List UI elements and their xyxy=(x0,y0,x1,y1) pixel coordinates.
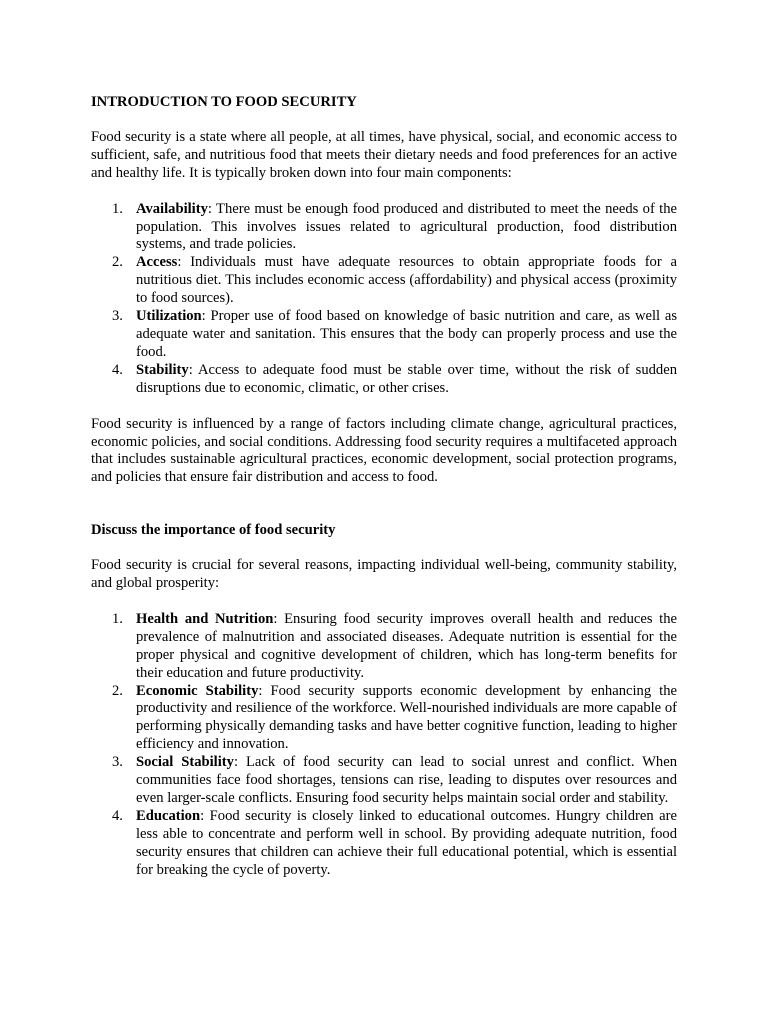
list-number: 3. xyxy=(112,754,123,771)
list-number: 2. xyxy=(112,682,123,699)
list-number: 4. xyxy=(112,361,123,378)
list-item xyxy=(112,754,677,808)
list-term: Access xyxy=(136,254,178,271)
list-item xyxy=(112,682,677,755)
list-number: 3. xyxy=(112,308,123,325)
section-intro-paragraph: Food security is crucial for several reasons, impacting individual well-being, community stability, and global prosperity: xyxy=(91,557,677,592)
list-term: Education xyxy=(136,807,201,824)
list-term: Utilization xyxy=(136,308,202,325)
list-text: : Lack of food security can lead to social unrest and conflict. When communities face food shortages, tensions can rise, leading to disputes over resources and even larger-scale conflicts. Ensuring food security helps maintain social order and stability. xyxy=(136,754,677,806)
list-item xyxy=(112,254,677,308)
list-text: : Ensuring food security improves overall health and reduces the prevalence of malnutrition and associated diseases. Adequate nutrition is essential for the proper physical and cognitive development of children, which has long-term benefits for their education and future productivity. xyxy=(136,610,677,681)
document-title: INTRODUCTION TO FOOD SECURITY xyxy=(91,94,357,110)
list-item xyxy=(112,308,677,362)
list-text: : Food security is closely linked to educational outcomes. Hungry children are less able to concentrate and perform well in school. By providing adequate nutrition, food security ensures that children can achieve their full educational potential, which is essential for breaking the cycle of poverty. xyxy=(136,807,677,878)
components-list xyxy=(91,201,677,398)
list-item xyxy=(112,361,677,398)
list-text: : Proper use of food based on knowledge of basic nutrition and care, as well as adequate water and sanitation. This ensures that the body can properly process and use the food. xyxy=(136,308,677,360)
list-item xyxy=(112,610,677,683)
list-number: 2. xyxy=(112,254,123,271)
list-term: Health and Nutrition xyxy=(136,610,274,627)
list-term: Availability xyxy=(136,200,208,217)
list-text: : There must be enough food produced and distributed to meet the needs of the population. This involves issues related to agricultural production, food distribution systems, and trade policies. xyxy=(136,200,677,253)
list-term: Stability xyxy=(136,361,189,378)
list-number: 1. xyxy=(112,200,123,217)
summary-paragraph: Food security is influenced by a range of factors including climate change, agricultural practices, economic policies, and social conditions. Addressing food security requires a multifaceted approach that includes sustainable agricultural practices, economic development, social protection programs, and policies that ensure fair distribution and access to food. xyxy=(91,415,677,486)
list-term: Social Stability xyxy=(136,754,234,771)
list-number: 4. xyxy=(112,807,123,824)
intro-paragraph: Food security is a state where all people, at all times, have physical, social, and economic access to sufficient, safe, and nutritious food that meets their dietary needs and food preferences for an active and healthy life. It is typically broken down into four main components: xyxy=(91,128,677,181)
document-page xyxy=(91,94,677,880)
list-number: 1. xyxy=(112,610,123,627)
list-item xyxy=(112,807,677,880)
section-heading: Discuss the importance of food security xyxy=(91,522,336,539)
reasons-list xyxy=(91,611,677,880)
list-text: : Food security supports economic development by enhancing the productivity and resilience of the workforce. Well-nourished individuals are more capable of performing physically demanding tasks and have better cognitive function, leading to higher efficiency and innovation. xyxy=(136,682,677,753)
list-item xyxy=(112,200,677,255)
list-text: : Access to adequate food must be stable over time, without the risk of sudden disruptions due to economic, climatic, or other crises. xyxy=(136,361,677,396)
list-text: : Individuals must have adequate resources to obtain appropriate foods for a nutritious diet. This includes economic access (affordability) and physical access (proximity to food sources). xyxy=(136,254,677,307)
list-term: Economic Stability xyxy=(136,682,259,699)
